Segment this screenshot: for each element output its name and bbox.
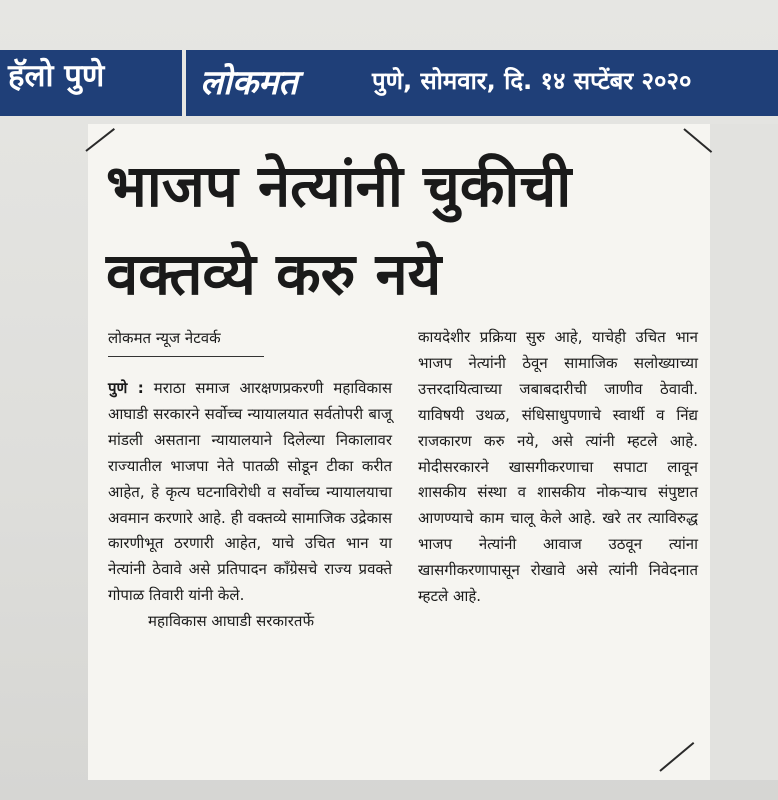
right-column-text: कायदेशीर प्रक्रिया सुरु आहे, याचेही उचित भान भाजप नेत्यांनी ठेवून सामाजिक सलोख्याच्या उत्तरदायित्वाच्या जबाबदारीची जाणीव ठेवावी. याविषयी उथळ, संधिसाधुपणाचे स्वार्थी व निंद्य राजकारण करु नये, असे त्यांनी म्हटले आहे. मोदीसरकारने खासगीकरणाचा सपाटा लावून शासकीय संस्था व शासकीय नोकऱ्याच संपुष्टात आणण्याचे काम चालू केले आहे. खरे तर त्याविरुद्ध भाजप नेत्यांनी आवाज उठवून त्यांना खासगीकरणापासून रोखावे असे त्यांनी निवेदनात म्हटले आहे. <box>418 328 698 606</box>
left-column-tail: महाविकास आघाडी सरकारतर्फे <box>148 612 315 631</box>
article-column-left <box>108 376 392 635</box>
headline-line-2: वक्तव्ये करु नये <box>106 240 442 308</box>
article-headline <box>106 142 696 318</box>
adjacent-clipping-shadow <box>710 124 778 780</box>
headline-line-1: भाजप नेत्यांनी चुकीची <box>106 152 572 220</box>
article-dateline-city: पुणे : <box>108 379 144 397</box>
article-byline: लोकमत न्यूज नेटवर्क <box>108 329 221 347</box>
header-divider <box>182 50 186 116</box>
section-title: हॅलो पुणे <box>8 58 105 94</box>
left-column-text: मराठा समाज आरक्षणप्रकरणी महाविकास आघाडी सरकारने सर्वोच्च न्यायालयात सर्वतोपरी बाजू मांडली असताना न्यायालयाने दिलेल्या निकालावर राज्यातील भाजपा नेते पातळी सोडून टीका करीत आहेत, हे कृत्य घटनाविरोधी व सर्वोच्च न्यायालयाचा अवमान करणारे आहे. ही वक्तव्ये सामाजिक उद्रेकास कारणीभूत ठरणारी आहेत, याचे उचित भान या नेत्यांनी ठेवावे असे प्रतिपादन काँग्रेसचे राज्य प्रवक्ते गोपाळ तिवारी यांनी केले. <box>108 379 392 605</box>
article-column-right <box>418 325 698 610</box>
edition-dateline: पुणे, सोमवार, दि. १४ सप्टेंबर २०२० <box>372 67 692 95</box>
newspaper-brand-logo: लोकमत <box>200 63 298 103</box>
byline-rule <box>108 356 264 357</box>
left-column-paragraph <box>108 376 392 609</box>
